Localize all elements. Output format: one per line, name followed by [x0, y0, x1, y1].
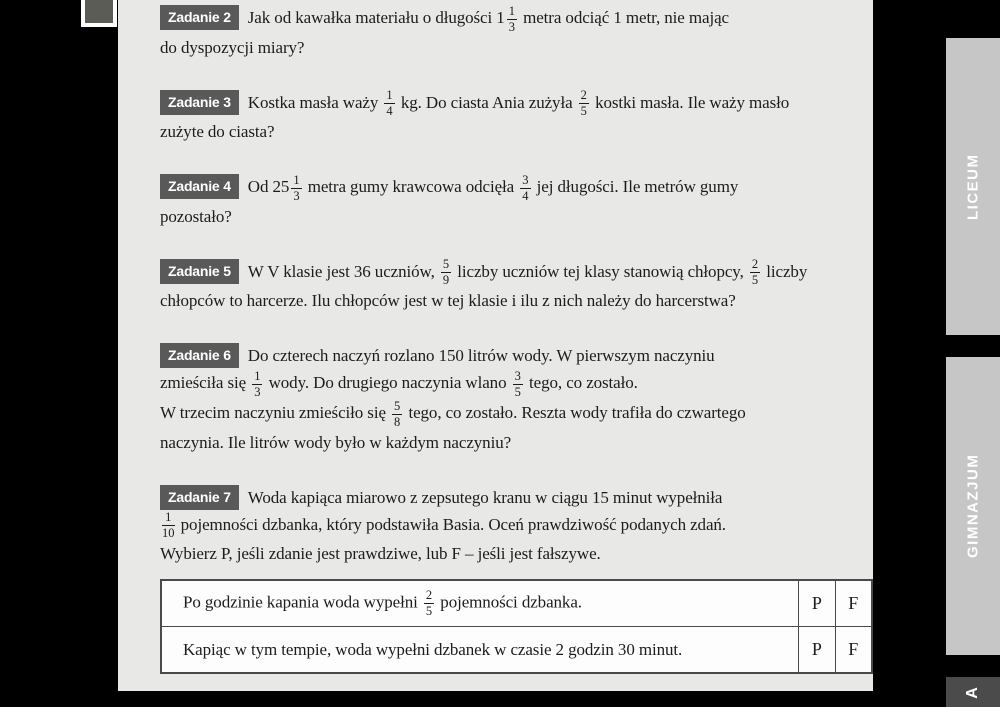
fraction: $\frac{1}{3}$ — [508, 3, 515, 34]
fraction: $\frac{1}{10}$ — [162, 510, 175, 541]
statement-cell: Po godzinie kapania woda wypełni $\frac{2}{5}$ pojemności dzbanka. — [161, 580, 799, 627]
fraction: $\frac{1}{3}$ — [254, 368, 261, 399]
statement-cell: Kapiąc w tym tempie, woda wypełni dzbanek w czasie 2 godzin 30 minut. — [161, 627, 799, 674]
task-badge: Zadanie 2 — [160, 5, 239, 30]
task — [160, 258, 874, 315]
choice-p-cell: P — [799, 627, 835, 674]
task-text: Do czterech naczyń rozlano 150 litrów wody. W pierwszym naczyniu zmieściła się $\frac{1}{3}$ wody. Do drugiego naczynia wlano $\frac{3}{5}$ tego, co zostało. W trzecim naczyniu zmieściło się $\frac{5}{8}$ tego, co zostało. Reszta wody trafiła do czwartego naczynia. Ile litrów wody było w każdym naczyniu? — [160, 346, 746, 452]
task — [160, 173, 874, 230]
sidebar-tab-liceum[interactable] — [946, 38, 1000, 335]
task — [160, 484, 874, 568]
sidebar-tab-bottom-partial-label: A — [964, 687, 981, 699]
table-row — [161, 580, 872, 627]
task-badge: Zadanie 6 — [160, 343, 239, 368]
sidebar-tab-gimnazjum[interactable] — [946, 357, 1000, 655]
task-badge: Zadanie 3 — [160, 90, 239, 115]
fraction: $\frac{1}{3}$ — [293, 172, 300, 203]
tasks — [160, 4, 873, 567]
choice-f-cell: F — [835, 580, 872, 627]
document-page — [118, 0, 873, 691]
choice-f-cell: F — [835, 627, 872, 674]
task-badge: Zadanie 7 — [160, 485, 239, 510]
fraction: $\frac{2}{5}$ — [580, 88, 587, 119]
table-row — [161, 627, 872, 674]
task — [160, 89, 874, 146]
task — [160, 342, 874, 455]
fraction: $\frac{3}{4}$ — [522, 172, 529, 203]
fraction: $\frac{1}{4}$ — [386, 88, 393, 119]
choice-p-cell: P — [799, 580, 835, 627]
sidebar-tab-bottom-partial[interactable] — [946, 677, 1000, 707]
fraction: $\frac{5}{8}$ — [394, 398, 401, 429]
sidebar-tab-liceum-label: LICEUM — [964, 153, 982, 220]
fraction: $\frac{5}{9}$ — [442, 257, 450, 288]
task-text: Kostka masła waży $\frac{1}{4}$ kg. Do ciasta Ania zużyła $\frac{2}{5}$ kostki masła. Ile waży masło zużyte do ciasta? — [160, 88, 790, 142]
fraction: $\frac{2}{5}$ — [425, 588, 433, 619]
task — [160, 4, 874, 61]
task-badge: Zadanie 5 — [160, 259, 239, 284]
fraction: $\frac{2}{5}$ — [751, 257, 759, 288]
task-text: Woda kapiąca miarowo z zepsutego kranu w ciągu 15 minut wypełniła $\frac{1}{10}$ pojemności dzbanka, który podstawiła Basia. Oceń prawdziwość podanych zdań. Wybierz P, jeśli zdanie jest prawdziwe, lub F – jeśli jest fałszywe. — [160, 487, 726, 564]
task-text: Jak od kawałka materiału o długości 1 $\frac{1}{3}$ metra odciąć 1 metr, nie mając do dyspozycji miary? — [160, 3, 729, 57]
fraction: $\frac{3}{5}$ — [514, 368, 521, 399]
true-false-table — [160, 579, 873, 674]
page-thumbnail-square[interactable] — [81, 0, 117, 27]
task-text: W V klasie jest 36 uczniów, $\frac{5}{9}$ liczby uczniów tej klasy stanowią chłopcy, $\frac{2}{5}$ liczby chłopców to harcerze. Ilu chłopców jest w tej klasie i ilu z nich należy do harcerstwa? — [160, 257, 808, 311]
task-text: Od 25 $\frac{1}{3}$ metra gumy krawcowa odcięła $\frac{3}{4}$ jej długości. Ile metrów gumy pozostało? — [160, 172, 739, 226]
task-badge: Zadanie 4 — [160, 174, 239, 199]
sidebar-tab-gimnazjum-label: GIMNAZJUM — [964, 453, 982, 559]
